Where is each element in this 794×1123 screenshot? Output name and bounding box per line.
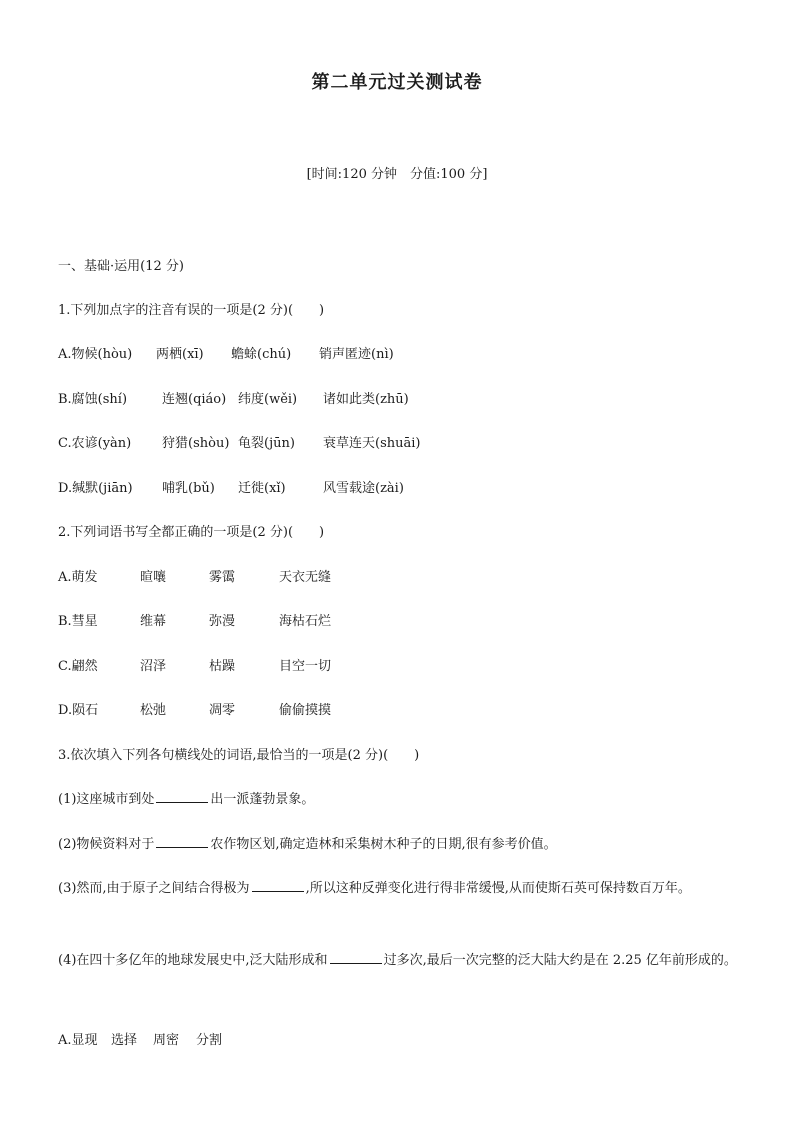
sentence-text: 过多次,最后一次完整的泛大陆大约是在 2.25 亿年前形成的。 (383, 953, 737, 968)
q3-sentence-3 (58, 877, 691, 896)
option-item: B.腐蚀(shí) (58, 392, 128, 407)
option-item: 诸如此类(zhū) (323, 392, 409, 407)
question-1-stem: 1.下列加点字的注音有误的一项是(2 分)( ) (58, 303, 325, 318)
sentence-text: 出一派蓬勃景象。 (210, 792, 315, 807)
option-item: A.物候(hòu) (58, 347, 133, 362)
option-item: 松弛 (140, 703, 167, 718)
page-title: 第二单元过关测试卷 (311, 72, 483, 93)
question-3-stem: 3.依次填入下列各句横线处的词语,最恰当的一项是(2 分)( ) (58, 748, 420, 763)
q3-sentence-4 (58, 946, 748, 976)
option-item: 沼泽 (140, 659, 167, 674)
option-item: C.农谚(yàn) (58, 436, 132, 451)
option-item: 偷偷摸摸 (279, 703, 332, 718)
option-item: 两栖(xī) (156, 347, 204, 362)
option-item: 枯躁 (209, 659, 236, 674)
fill-blank (156, 835, 208, 848)
option-item: 凋零 (209, 703, 236, 718)
sentence-text: (4)在四十多亿年的地球发展史中,泛大陆形成和 (58, 953, 328, 968)
sentence-text: ,所以这种反弹变化进行得非常缓慢,从而使斯石英可保持数百万年。 (305, 881, 691, 896)
option-item: 选择 (111, 1033, 138, 1048)
option-item: 周密 (153, 1033, 180, 1048)
option-item: B.彗星 (58, 614, 98, 629)
fill-blank (156, 790, 208, 803)
option-item: 分割 (196, 1033, 223, 1048)
option-item: 暄嚷 (140, 570, 167, 585)
option-item: 狩猎(shòu) (162, 436, 230, 451)
option-item: 蟾蜍(chú) (231, 347, 292, 362)
option-item: 天衣无缝 (279, 570, 332, 585)
option-item: 迁徙(xǐ) (238, 481, 286, 496)
sentence-text: (1)这座城市到处 (58, 792, 155, 807)
option-item: 连翘(qiáo) (162, 392, 227, 407)
option-item: 维幕 (140, 614, 167, 629)
option-item: D.缄默(jiān) (58, 481, 133, 496)
option-item: 目空一切 (279, 659, 332, 674)
option-item: 风雪载途(zài) (323, 481, 404, 496)
q3-sentence-2 (58, 833, 557, 852)
option-item: A.萌发 (58, 570, 98, 585)
sentence-text: (3)然而,由于原子之间结合得极为 (58, 881, 250, 896)
q3-sentence-1 (58, 788, 314, 807)
option-item: 弥漫 (209, 614, 236, 629)
sentence-text: (2)物候资料对于 (58, 837, 155, 852)
option-item: D.陨石 (58, 703, 99, 718)
option-item: 龟裂(jūn) (238, 436, 295, 451)
option-item: 衰草连天(shuāi) (323, 436, 421, 451)
fill-blank (330, 951, 382, 964)
option-item: 雾霭 (209, 570, 236, 585)
exam-meta: [时间:120 分钟 分值:100 分] (306, 167, 488, 182)
option-item: A.显现 (58, 1033, 98, 1048)
sentence-text: 农作物区划,确定造林和采集树木种子的日期,很有参考价值。 (210, 837, 557, 852)
option-item: 销声匿迹(nì) (319, 347, 394, 362)
fill-blank (252, 879, 304, 892)
section-heading: 一、基础·运用(12 分) (58, 259, 184, 274)
option-item: C.翩然 (58, 659, 98, 674)
option-item: 纬度(wěi) (238, 392, 298, 407)
question-2-stem: 2.下列词语书写全都正确的一项是(2 分)( ) (58, 525, 325, 540)
option-item: 哺乳(bǔ) (162, 481, 215, 496)
option-item: 海枯石烂 (279, 614, 332, 629)
